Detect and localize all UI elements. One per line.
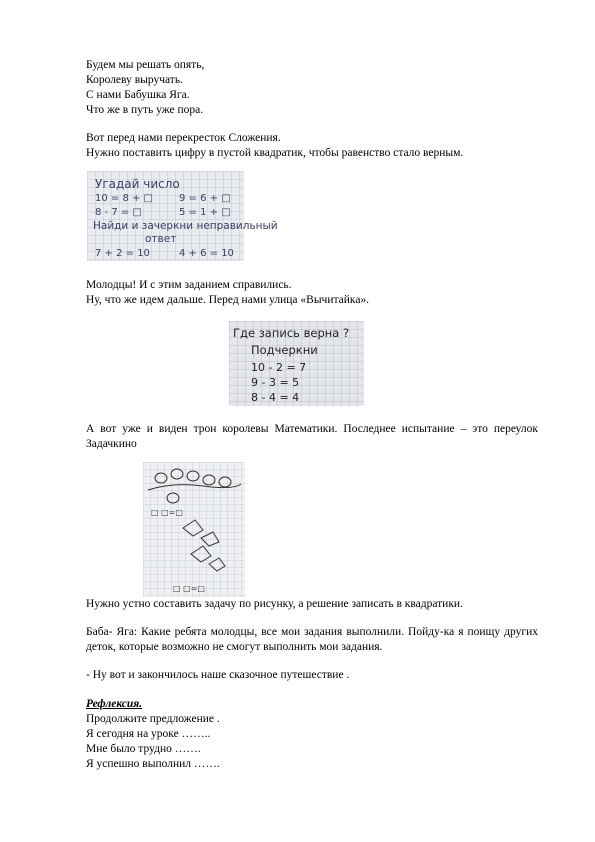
card3-boxes-bottom: □ □=□ (173, 584, 205, 593)
fish-icon (201, 532, 219, 546)
bird-icon (187, 471, 199, 481)
card1-task-line1: Найди и зачеркни неправильный (93, 220, 278, 232)
card1-eq4: 5 = 1 + □ (179, 207, 231, 218)
street-line-2: Ну, что же идем дальше. Перед нами улица «Вычитайка». (86, 294, 370, 306)
photo-card-guess-number (87, 171, 278, 261)
card1-ans2: 4 + 6 = 10 (179, 248, 234, 259)
reflection-heading: Рефлексия. (86, 698, 143, 710)
reflection-item-2: Я сегодня на уроке …….. (86, 728, 211, 740)
reflection-item-4: Я успешно выполнил ……. (86, 758, 220, 770)
card2-title: Где запись верна ? (233, 326, 350, 340)
poem-line-1: Будем мы решать опять, (86, 59, 205, 71)
fish-icon (209, 558, 225, 571)
throne-paragraph: А вот уже и виден трон королевы Математики. Последнее испытание – это переулок Задачкино (86, 423, 538, 450)
reflection-item-3: Мне было трудно ……. (86, 743, 201, 755)
card1-ans1: 7 + 2 = 10 (95, 248, 150, 259)
poem-line-2: Королеву выручать. (86, 74, 183, 86)
task-line: Нужно устно составить задачу по рисунку, а решение записать в квадратики. (86, 598, 463, 610)
photo-card-picture-task (143, 462, 245, 597)
card2-subtitle: Подчеркни (251, 343, 318, 357)
baba-yaga-paragraph: Баба- Яга: Какие ребята молодцы, все мои задания выполнили. Пойду-ка я поищу других деток, которые возможно не смогут выполнить мои задания. (86, 626, 538, 653)
bird-icon (171, 469, 183, 479)
crossroad-line-1: Вот перед нами перекресток Сложения. (86, 132, 281, 144)
card1-title: Угадай число (95, 177, 180, 191)
card2-eq1: 10 - 2 = 7 (251, 361, 307, 374)
bird-icon (167, 493, 179, 503)
fish-icon (183, 520, 203, 536)
poem-line-3: С нами Бабушка Яга. (86, 89, 190, 101)
card1-eq2: 9 = 6 + □ (179, 193, 231, 204)
card1-eq3: 8 - 7 = □ (95, 207, 142, 218)
birds-and-fish-drawing (143, 462, 245, 597)
reflection-item-1: Продолжите предложение . (86, 713, 220, 725)
card2-eq2: 9 - 3 = 5 (251, 376, 300, 389)
card2-eq3: 8 - 4 = 4 (251, 391, 300, 404)
street-line-1: Молодцы! И с этим заданием справились. (86, 279, 292, 291)
poem-line-4: Что же в путь уже пора. (86, 104, 204, 116)
fish-icon (191, 546, 211, 562)
bird-icon (219, 477, 231, 487)
card1-eq1: 10 = 8 + □ (95, 193, 154, 204)
crossroad-line-2: Нужно поставить цифру в пустой квадратик, чтобы равенство стало верным. (86, 147, 464, 159)
journey-end-line: - Ну вот и закончилось наше сказочное путешествие . (86, 669, 350, 681)
card1-task-line2: ответ (145, 233, 177, 245)
photo-card-which-correct (229, 321, 364, 406)
bird-icon (155, 473, 167, 483)
bird-icon (203, 475, 215, 485)
card3-boxes-top: □ □=□ (151, 508, 183, 517)
